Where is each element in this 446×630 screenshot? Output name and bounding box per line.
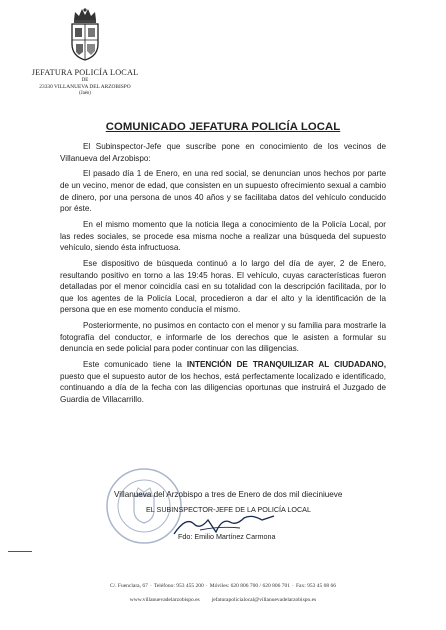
footer-phone: Teléfono: 953 455 200 [153,583,204,589]
conclusion-start: Este comunicado tiene la [83,360,187,370]
signer-title: EL SUBINSPECTOR-JEFE DE LA POLICÍA LOCAL [146,505,311,514]
page-footer [0,579,446,607]
footer-fax: Fax: 953 45 08 66 [295,583,336,589]
paragraph-conclusion [60,359,386,405]
footer-email: jefaturapolicialocal@villanuevadelarzobispo.es [211,597,317,603]
paragraph-report: El pasado día 1 de Enero, en una red social, se denuncian unos hechos por parte de un vecino, menor de edad, que consisten en un supuesto ofrecimiento sexual a cambio de dinero, por una persona de unos 40 años y se facilitaba datos del vehículo conducido por éste. [60,169,386,214]
document-body [60,141,386,410]
closing-date: Villanueva del Arzobispo a tres de Enero de dos mil dieciniueve [114,490,343,499]
municipal-coat-of-arms-icon [68,6,102,62]
letterhead [10,6,160,96]
conclusion-emphasis: INTENCIÓN DE TRANQUILIZAR AL CIUDADANO, [186,360,386,370]
footer-website: www.villanuevadelarzobispo.es [129,597,200,603]
organization-address: 23330 VILLANUEVA DEL ARZOBISPO [39,84,131,90]
conclusion-end: puesto que el supuesto autor de los hechos, está perfectamente localizado e identificado, continuando a día de la fecha con las diligencias oportunas que instruirá el Juzgado de Guardia de Villacarrillo. [60,371,386,404]
paragraph-intro: El Subinspector-Jefe que suscribe pone en conocimiento de los vecinos de Villanueva del Arzobispo: [60,142,386,163]
organization-name: JEFATURA POLICÍA LOCAL [31,68,139,77]
signer-name: Fdo: Emilio Martínez Carmona [178,532,276,541]
divider [8,551,32,552]
organization-de: DE [81,78,89,83]
paragraph-identification: Ese dispositivo de búsqueda continuó a lo largo del día de ayer, 2 de Enero, resultando positivo en torno a las 19:45 horas. El vehículo, cuyas características fueron detalladas por el menor coincidía casi en su totalidad con la descripción facilitada, por lo que los agentes de la Policía Local, procedieron a dar el alto y la identificación de la persona que en ese momento conducía el mismo. [60,258,386,315]
footer-contact-line: C/. Fuenclara, 67·Teléfono: 953 455 200·Móviles: 620 806 700 / 620 806 701·Fax: 953 45 08 66 [109,583,336,589]
document-title: COMUNICADO JEFATURA POLICÍA LOCAL [105,121,341,133]
paragraph-search: En el mismo momento que la noticia llega a conocimiento de la Policía Local, por las redes sociales, se procede esa misma noche a realizar una búsqueda del supuesto vehículo, siendo ésta infructuosa. [60,219,386,253]
closing-block [114,489,434,515]
paragraph-family-contact: Posteriormente, no pusimos en contacto con el menor y su familia para mostrarle la fotografía del conductor, e informarle de los derechos que le asisten a formular su denuncia en sede policial para poder continuar con las diligencias. [60,321,386,354]
footer-web-line [0,593,446,607]
footer-address: C/. Fuenclara, 67 [109,583,148,589]
footer-mobiles: Móviles: 620 806 700 / 620 806 701 [209,583,290,589]
organization-province: (Jaén) [79,91,91,96]
